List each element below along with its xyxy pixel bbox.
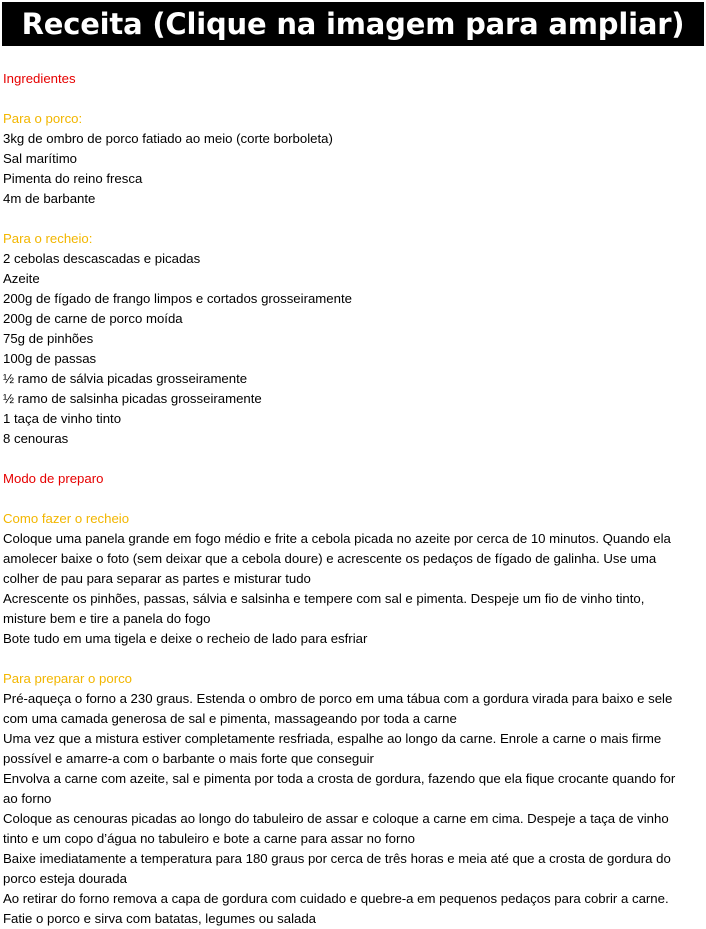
ingredient-item: 75g de pinhões — [3, 331, 94, 346]
ingredient-item: 200g de fígado de frango limpos e cortados grosseiramente — [3, 291, 352, 306]
ingredient-item: 8 cenouras — [3, 431, 69, 446]
method-line: com uma camada generosa de sal e pimenta, massageando por toda a carne — [3, 711, 457, 726]
method-line: Coloque uma panela grande em fogo médio e frite a cebola picada no azeite por cerca de 10 minutos. Quando ela — [3, 531, 671, 546]
ingredient-item: 200g de carne de porco moída — [3, 311, 183, 326]
method-line: amolecer baixe o foto (sem deixar que a cebola doure) e acrescente os pedaços de fígado de galinha. Use uma — [3, 551, 657, 566]
method-line: Fatie o porco e sirva com batatas, legumes ou salada — [3, 911, 317, 926]
ingredient-item: ½ ramo de sálvia picadas grosseiramente — [3, 371, 248, 386]
ingredient-item: 2 cebolas descascadas e picadas — [3, 251, 201, 266]
spacer — [3, 489, 705, 509]
method-line: Uma vez que a mistura estiver completamente resfriada, espalhe ao longo da carne. Enrole a carne o mais firme — [3, 731, 662, 746]
method-line: possível e amarre-a com o barbante o mais forte que conseguir — [3, 751, 374, 766]
method-line: Baixe imediatamente a temperatura para 180 graus por cerca de três horas e meia até que a crosta de gordura do — [3, 851, 671, 866]
method-line: Coloque as cenouras picadas ao longo do tabuleiro de assar e coloque a carne em cima. Despeje a taça de vinho — [3, 811, 669, 826]
spacer — [3, 449, 705, 469]
ingredient-item: 100g de passas — [3, 351, 97, 366]
ingredient-item: ½ ramo de salsinha picadas grosseiramente — [3, 391, 262, 406]
spacer — [3, 89, 705, 109]
method-line: Envolva a carne com azeite, sal e pimenta por toda a crosta de gordura, fazendo que ela fique crocante quando for — [3, 771, 676, 786]
page-title: Receita (Clique na imagem para ampliar) — [21, 7, 685, 41]
recipe-title-banner — [2, 2, 704, 46]
method-line: colher de pau para separar as partes e misturar tudo — [3, 571, 311, 586]
method-line: tinto e um copo d’água no tabuleiro e bote a carne para assar no forno — [3, 831, 416, 846]
method-line: porco esteja dourada — [3, 871, 127, 886]
pork-ingredients-heading: Para o porco: — [3, 111, 83, 126]
ingredient-item: 4m de barbante — [3, 191, 96, 206]
ingredient-item: 3kg de ombro de porco fatiado ao meio (corte borboleta) — [3, 131, 333, 146]
method-line: Ao retirar do forno remova a capa de gordura com cuidado e quebre-a em pequenos pedaços para cobrir a carne. — [3, 891, 669, 906]
method-heading: Modo de preparo — [3, 471, 104, 486]
method-line: Pré-aqueça o forno a 230 graus. Estenda o ombro de porco em uma tábua com a gordura virada para baixo e sele — [3, 691, 673, 706]
ingredient-item: Azeite — [3, 271, 40, 286]
filling-method-heading: Como fazer o recheio — [3, 511, 130, 526]
filling-ingredients-heading: Para o recheio: — [3, 231, 93, 246]
spacer — [3, 209, 705, 229]
ingredient-item: Pimenta do reino fresca — [3, 171, 143, 186]
ingredient-item: 1 taça de vinho tinto — [3, 411, 122, 426]
spacer — [3, 649, 705, 669]
ingredients-heading: Ingredientes — [3, 71, 76, 86]
method-line: misture bem e tire a panela do fogo — [3, 611, 211, 626]
recipe-content — [3, 69, 705, 929]
pork-method-heading: Para preparar o porco — [3, 671, 133, 686]
method-line: Bote tudo em uma tigela e deixe o recheio de lado para esfriar — [3, 631, 368, 646]
method-line: ao forno — [3, 791, 52, 806]
ingredient-item: Sal marítimo — [3, 151, 78, 166]
method-line: Acrescente os pinhões, passas, sálvia e salsinha e tempere com sal e pimenta. Despeje um fio de vinho tinto, — [3, 591, 645, 606]
